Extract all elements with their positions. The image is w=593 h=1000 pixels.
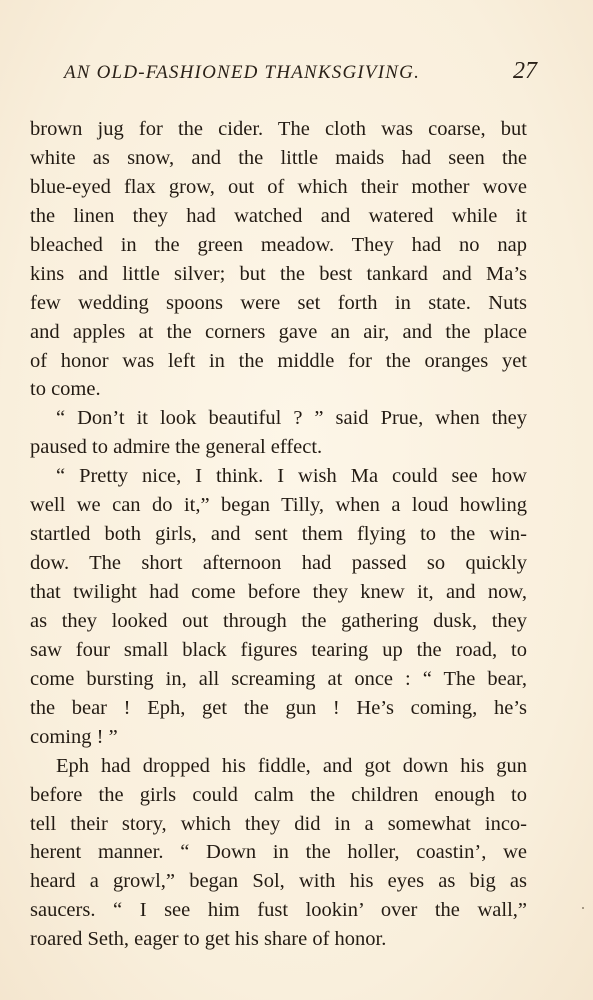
text-line: the bear ! Eph, get the gun ! He’s coming, he’s (30, 696, 527, 719)
running-header (40, 58, 537, 88)
text-line: as they looked out through the gathering dusk, they (30, 609, 527, 632)
text-line: heard a growl,” began Sol, with his eyes as big as (30, 870, 527, 893)
text-line: Eph had dropped his fiddle, and got down his gun (56, 754, 527, 777)
text-line: bleached in the green meadow. They had no nap (30, 233, 527, 256)
text-line: to come. (30, 378, 101, 401)
text-line: well we can do it,” began Tilly, when a loud howling (30, 494, 527, 517)
text-line: blue-eyed flax grow, out of which their mother wove (30, 175, 527, 198)
text-line: paused to admire the general effect. (30, 436, 323, 459)
text-line: tell their story, which they did in a somewhat inco- (30, 812, 527, 835)
body-text (30, 115, 527, 954)
text-line: white as snow, and the little maids had seen the (30, 146, 527, 169)
page-number: 27 (513, 58, 537, 84)
text-line: saw four small black figures tearing up the road, to (30, 638, 527, 661)
text-line: coming ! ” (30, 725, 118, 748)
text-line: that twilight had come before they knew it, and now, (30, 581, 527, 603)
text-line: few wedding spoons were set forth in state. Nuts (30, 291, 527, 314)
text-line: the linen they had watched and watered while it (30, 204, 527, 227)
text-line: come bursting in, all screaming at once : “ The bear, (30, 667, 527, 690)
text-line: roared Seth, eager to get his share of honor. (30, 928, 387, 951)
text-line: dow. The short afternoon had passed so quickly (30, 552, 527, 575)
text-line: startled both girls, and sent them flying to the win- (30, 523, 527, 546)
text-line: “ Pretty nice, I think. I wish Ma could see how (56, 465, 527, 488)
text-line: brown jug for the cider. The cloth was coarse, but (30, 118, 527, 140)
text-line: of honor was left in the middle for the oranges yet (30, 349, 527, 372)
text-line: herent manner. “ Down in the holler, coastin’, we (30, 841, 527, 864)
text-line: and apples at the corners gave an air, and the place (30, 320, 527, 343)
running-title: AN OLD-FASHIONED THANKSGIVING. (64, 62, 421, 83)
text-line: “ Don’t it look beautiful ? ” said Prue, when they (56, 407, 527, 430)
text-line: kins and little silver; but the best tankard and Ma’s (30, 262, 527, 285)
paper-speck (582, 907, 584, 909)
text-line: before the girls could calm the children enough to (30, 783, 527, 806)
text-line: saucers. “ I see him fust lookin’ over the wall,” (30, 899, 527, 922)
